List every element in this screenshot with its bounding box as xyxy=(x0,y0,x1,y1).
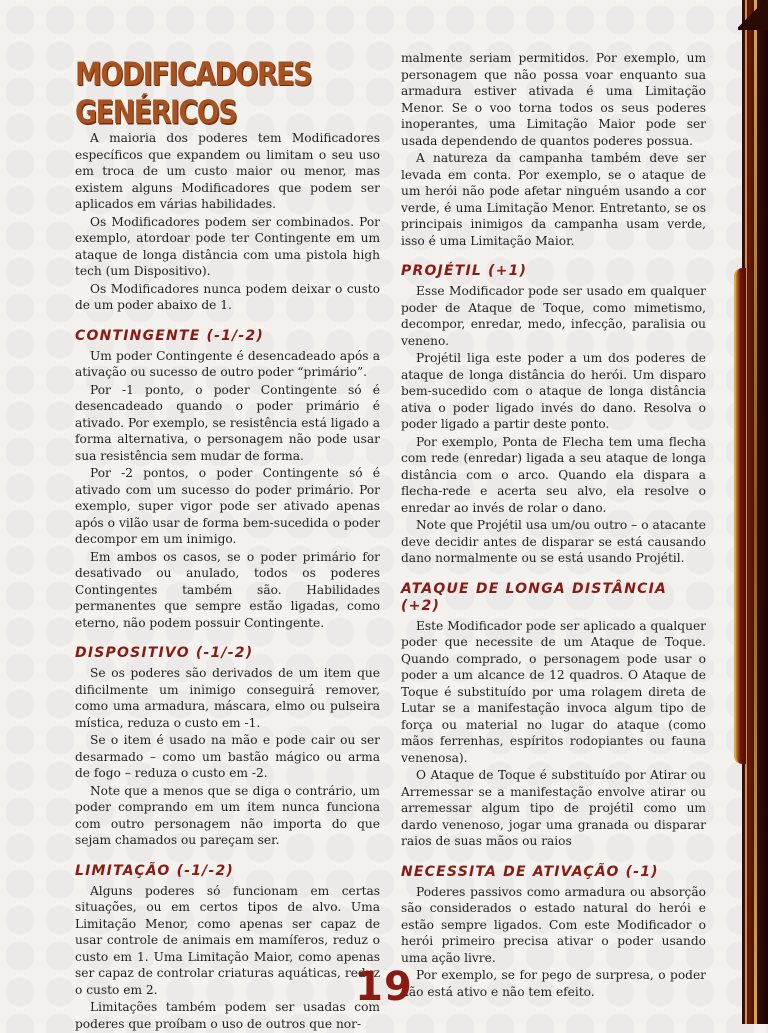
paragraph: Poderes passivos como armadura ou absorção são considerados o estado natural do herói e estão sempre ligados. Com este Modificador o herói primeiro precisa ativar o poder usando uma ação livre. xyxy=(401,884,706,965)
continuation-paragraph: malmente seriam permitidos. Por exemplo, um personagem que não possa voar enquanto sua armadura estiver ativada é uma Limitação Menor. Se o voo torna todos os seus poderes inoperantes, uma Limitação Maior pode ser usada dependendo de quantos poderes possua. xyxy=(401,51,706,148)
paragraph: Por -2 pontos, o poder Contingente só é ativado com um sucesso do poder primário. Por exemplo, super vigor pode ser ativado apenas após o vilão usar de forma bem-sucedida o poder decompor em um inimigo. xyxy=(75,466,380,546)
paragraph: Note que a menos que se diga o contrário, um poder comprando em um item nunca funciona com outro personagem não importa do que sejam chamados ou pareçam ser. xyxy=(75,783,380,847)
paragraph: Por exemplo, se for pego de surpresa, o poder não está ativo e não tem efeito. xyxy=(401,968,706,999)
left-column xyxy=(75,50,380,1033)
intro-paragraph: Os Modificadores nunca podem deixar o custo de um poder abaixo de 1. xyxy=(75,281,380,312)
paragraph: Projétil liga este poder a um dos poderes de ataque de longa distância do herói. Um disparo bem-sucedido com o ataque de longa distância ativa o poder ligado invés do dano. Resolva o poder ligado a partir deste ponto. xyxy=(401,351,706,431)
paragraph: Limitações também podem ser usadas com poderes que proíbam o uso de outros que nor- xyxy=(75,1000,380,1031)
page-corner-ornament xyxy=(738,0,768,30)
section-heading-projetil: PROJÉTIL (+1) xyxy=(401,263,528,279)
page-number: 19 xyxy=(355,964,413,1010)
page-title: MODIFICADORES GENÉRICOS xyxy=(75,56,312,132)
paragraph: Em ambos os casos, se o poder primário for desativado ou anulado, todos os poderes Contingentes também são. Habilidades permanentes que sempre estão ligadas, como eterno, não podem possuir Contingente. xyxy=(75,549,380,630)
paragraph: Por -1 ponto, o poder Contingente só é desencadeado quando o poder primário é ativado. Por exemplo, se resistência está ligado a forma alternativa, o personagem não pode usar sua resistência sem mudar de forma. xyxy=(75,382,380,463)
section-heading-ataque-longa-distancia: ATAQUE DE LONGA DISTÂNCIA (+2) xyxy=(401,580,668,614)
intro-paragraph: A maioria dos poderes tem Modificadores específicos que expandem ou limitam o seu uso em troca de um custo maior ou menor, mas existem alguns Modificadores que podem ser aplicados em várias habilidades. xyxy=(75,131,380,211)
paragraph: Um poder Contingente é desencadeado após a ativação ou sucesso de outro poder “primário”. xyxy=(75,348,380,379)
section-heading-limitacao: LIMITAÇÃO (-1/-2) xyxy=(75,862,235,879)
section-heading-necessita-ativacao: NECESSITA DE ATIVAÇÃO (-1) xyxy=(401,863,659,880)
paragraph: O Ataque de Toque é substituído por Atirar ou Arremessar se a manifestação envolve atirar ou arremessar algum tipo de projétil como um dardo venenoso, jogar uma granada ou disparar raios de suas mãos ou raios xyxy=(401,768,706,848)
paragraph: Esse Modificador pode ser usado em qualquer poder de Ataque de Toque, como mimetismo, decompor, enredar, medo, infecção, paralisia ou veneno. xyxy=(401,284,706,348)
section-heading-dispositivo: DISPOSITIVO (-1/-2) xyxy=(75,645,254,661)
paragraph: Se os poderes são derivados de um item que dificilmente um inimigo conseguirá remover, como uma armadura, máscara, elmo ou pulseira mística, reduza o custo em -1. xyxy=(75,666,380,730)
chapter-tab xyxy=(734,268,746,764)
paragraph: Note que Projétil usa um/ou outro – o atacante deve decidir antes de disparar se está causando dano normalmente ou se está usando Projétil. xyxy=(401,518,706,565)
section-heading-contingente: CONTINGENTE (-1/-2) xyxy=(75,327,264,344)
right-column xyxy=(401,50,706,1001)
paragraph: Se o item é usado na mão e pode cair ou ser desarmado – como um bastão mágico ou arma de fogo – reduza o custo em -2. xyxy=(75,733,380,780)
continuation-paragraph: A natureza da campanha também deve ser levada em conta. Por exemplo, se o ataque de um herói não pode afetar ninguém usando a cor verde, é uma Limitação Menor. Entretanto, se os principais inimigos da campanha usam verde, isso é uma Limitação Maior. xyxy=(401,151,706,248)
paragraph: Por exemplo, Ponta de Flecha tem uma flecha com rede (enredar) ligada a seu ataque de longa distância com o arco. Quando ela dispara a flecha-rede e acerta seu alvo, ela resolve o enredar ao invés de rolar o dano. xyxy=(401,434,706,515)
paragraph: Alguns poderes só funcionam em certas situações, ou em certos tipos de alvo. Uma Limitação Menor, como apenas ser capaz de usar controle de animais em mamíferos, reduz o custo em 1. Uma Limitação Maior, como apenas ser capaz de controlar criaturas aquáticas, reduz o custo em 2. xyxy=(75,883,380,997)
intro-paragraph: Os Modificadores podem ser combinados. Por exemplo, atordoar pode ter Contingente em um ataque de longa distância com uma pistola high tech (um Dispositivo). xyxy=(75,214,380,278)
paragraph: Este Modificador pode ser aplicado a qualquer poder que necessite de um Ataque de Toque. Quando comprado, o personagem pode usar o poder a um alcance de 12 quadros. O Ataque de Toque é substituído por uma rolagem direta de Lutar se a manifestação invoca algum tipo de força ou material no lugar do ataque (como mãos ferrenhas, espíritos rodopiantes ou fauna venenosa). xyxy=(401,618,706,765)
